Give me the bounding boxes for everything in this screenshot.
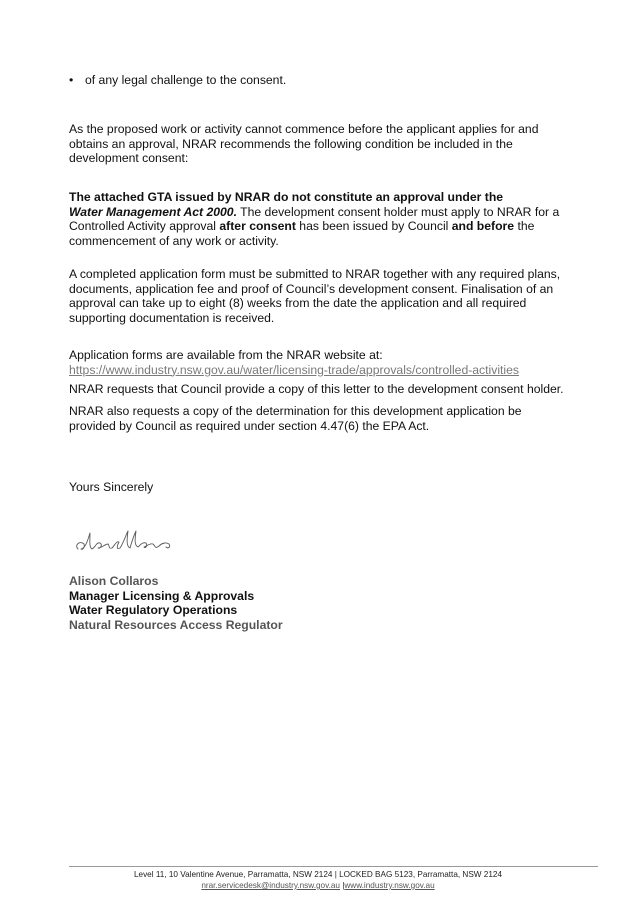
condition-bold-intro: The attached GTA issued by NRAR do not constitute an approval under the <box>69 190 504 204</box>
paragraph-forms-available <box>69 348 569 377</box>
condition-bold-after: after consent <box>219 219 296 234</box>
condition-text-c: the commencement of any work or activity. <box>69 219 535 248</box>
paragraph-determination: NRAR also requests a copy of the determination for this development application be provided by Council as required under section 4.47(6) the EPA Act. <box>69 404 522 433</box>
handwritten-signature <box>72 527 182 559</box>
footer-address: Level 11, 10 Valentine Avenue, Parramatta, NSW 2124 | LOCKED BAG 5123, Parramatta, NSW 2124 <box>133 870 503 879</box>
signatory-name: Alison Collaros <box>69 574 159 588</box>
paragraph-application-form: A completed application form must be submitted to NRAR together with any required plans, documents, application fee and proof of Council’s development consent. Finalisation of an approval can take up to eight (8) weeks from the date the application and all required supporting documentation is received. <box>69 267 561 325</box>
footer-contacts <box>0 881 636 891</box>
bullet-item <box>69 73 286 88</box>
footer-separator: | <box>339 881 345 890</box>
closing-salutation: Yours Sincerely <box>69 480 154 494</box>
condition-text-a: The development consent holder must apply to NRAR for a Controlled Activity approval <box>69 204 560 234</box>
footer-divider <box>69 866 598 867</box>
forms-available-text: Application forms are available from the NRAR website at: <box>69 348 383 362</box>
signature-block <box>69 574 283 632</box>
bullet-dot: • <box>69 73 74 87</box>
condition-bold-before: and before <box>451 219 515 234</box>
act-name: Water Management Act 2000. <box>69 204 237 219</box>
signatory-organisation: Natural Resources Access Regulator <box>69 617 283 632</box>
signatory-unit: Water Regulatory Operations <box>69 603 238 618</box>
bullet-text: of any legal challenge to the consent. <box>85 73 287 87</box>
footer-email-link[interactable]: nrar.servicedesk@industry.nsw.gov.au <box>201 881 340 890</box>
paragraph-condition <box>69 190 569 248</box>
controlled-activities-link[interactable]: https://www.industry.nsw.gov.au/water/licensing-trade/approvals/controlled-activities <box>69 362 520 377</box>
paragraph-copy-letter: NRAR requests that Council provide a copy of this letter to the development consent holder. <box>69 382 564 396</box>
condition-text-b: has been issued by Council <box>295 219 452 234</box>
signatory-title: Manager Licensing & Approvals <box>69 588 255 603</box>
footer-website-link[interactable]: www.industry.nsw.gov.au <box>344 881 435 890</box>
paragraph-condition-intro: As the proposed work or activity cannot commence before the applicant applies for and obtains an approval, NRAR recommends the following condition be included in the development consent: <box>69 122 539 166</box>
